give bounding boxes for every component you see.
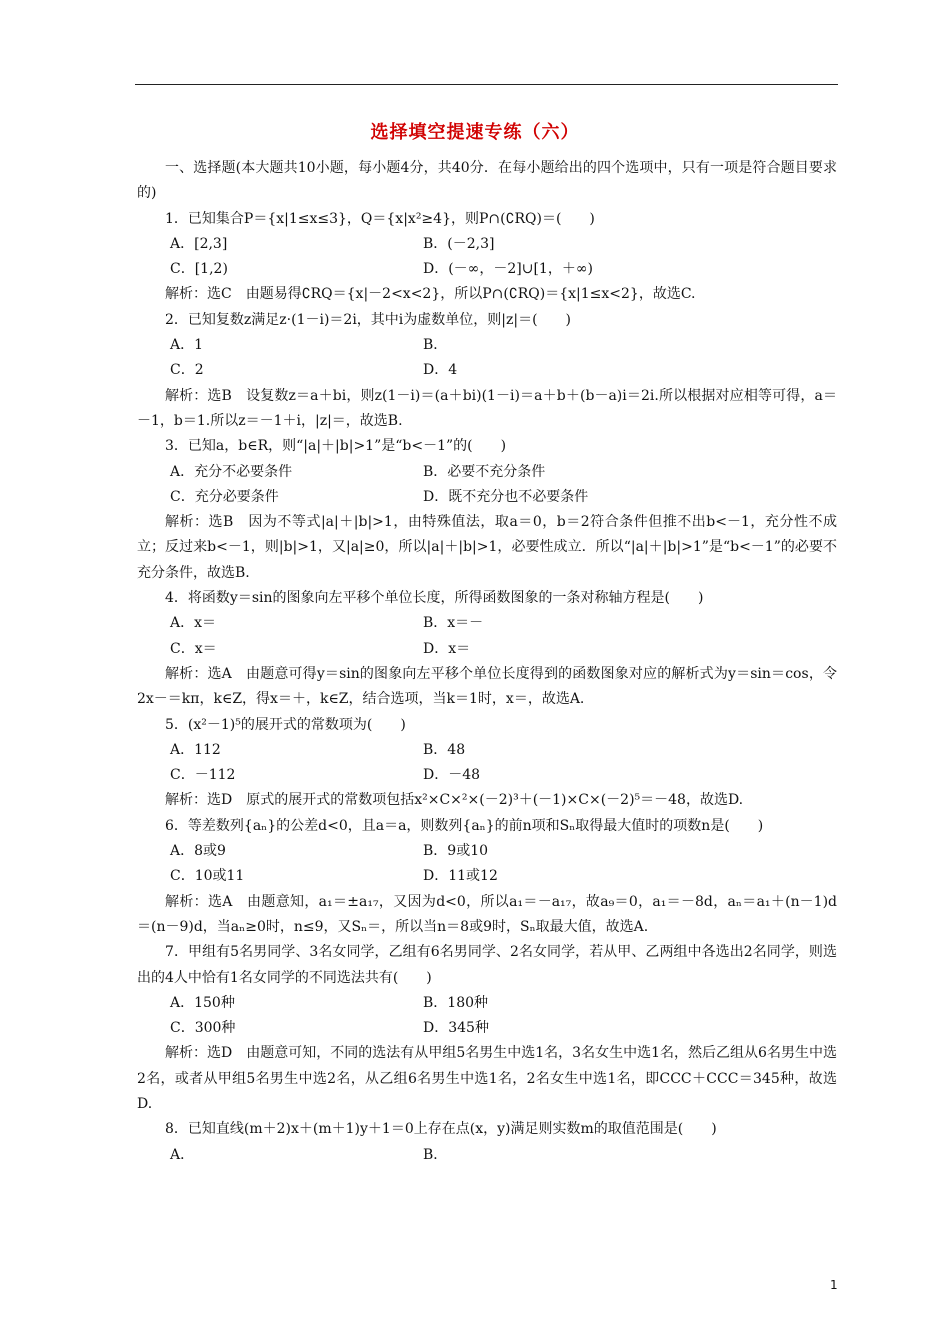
header-rule: [135, 84, 838, 85]
section-intro: 一、选择题(本大题共10小题，每小题4分，共40分．在每小题给出的四个选项中，只有一项是符合题目要求的): [137, 160, 837, 202]
question-stem: 2．已知复数z满足z·(1－i)＝2i，其中i为虚数单位，则|z|＝( ): [165, 311, 572, 328]
question-4: [137, 586, 837, 712]
option-c: C．10或11: [170, 868, 245, 885]
page-title: 选择填空提速专练（六）: [370, 122, 580, 143]
option-b: B．: [423, 337, 448, 354]
question-stem: 1．已知集合P＝{x|1≤x≤3}，Q＝{x|x²≥4}，则P∩(∁RQ)＝( ): [165, 210, 595, 227]
page-number: 1: [830, 1278, 838, 1292]
question-analysis: 解析：选B 设复数z＝a＋bi，则z(1－i)＝(a＋bi)(1－i)＝a＋b＋(b－a)i＝2i.所以根据对应相等可得，a＝－1，b＝1.所以z＝－1＋i，|z|＝，故选B.: [137, 387, 837, 429]
question-analysis: 解析：选A 由题意可得y＝sin的图象向左平移个单位长度得到的函数图象对应的解析式为y＝sin＝cos，令2x－＝kπ，k∈Z，得x＝＋，k∈Z，结合选项，当k＝1时，x＝，故选A.: [137, 665, 837, 708]
option-d: D．11或12: [423, 868, 498, 885]
option-a: A．充分不必要条件: [170, 463, 293, 480]
question-stem: 5．(x²－1)⁵的展开式的常数项为( ): [165, 716, 406, 733]
option-b: B．必要不充分条件: [423, 463, 546, 480]
question-analysis: 解析：选A 由题意知，a₁＝±a₁₇，又因为d<0，所以a₁＝－a₁₇，故a₉＝0，a₁＝－8d，aₙ＝a₁＋(n－1)d＝(n－9)d，当aₙ≥0时，n≤9，又Sₙ＝，所以当n＝8或9时，Sₙ取最大值，故选A.: [137, 893, 837, 935]
question-analysis: 解析：选B 因为不等式|a|＋|b|>1，由特殊值法，取a＝0，b＝2符合条件但推不出b<－1，充分性不成立；反过来b<－1，则|b|>1，又|a|≥0，所以|a|＋|b|>1，必要性成立．所以“|a|＋|b|>1”是“b<－1”的必要不充分条件，故选B.: [137, 514, 837, 581]
option-a: A．150种: [170, 994, 235, 1011]
question-8: [137, 1117, 837, 1168]
question-stem: 3．已知a，b∈R，则“|a|＋|b|>1”是“b<－1”的( ): [165, 438, 507, 455]
option-b: B．180种: [423, 994, 489, 1011]
option-b: B．9或10: [423, 843, 489, 860]
option-c: C．充分必要条件: [170, 488, 279, 505]
option-b: B．x＝－: [423, 615, 484, 632]
option-a: A．1: [170, 337, 204, 354]
option-a: A．112: [170, 741, 221, 758]
option-c: C．x＝: [170, 640, 217, 657]
option-d: D．(－∞，－2]∪[1，＋∞): [423, 261, 593, 278]
option-c: C．2: [170, 362, 204, 379]
question-analysis: 解析：选D 原式的展开式的常数项包括x²×C×²×(－2)³＋(－1)×C×(－2)⁵＝－48，故选D.: [165, 792, 744, 809]
option-b: B．: [423, 1146, 448, 1163]
question-5: [137, 713, 837, 814]
option-b: B．(－2,3]: [423, 235, 495, 252]
question-analysis: 解析：选C 由题易得∁RQ＝{x|－2<x<2}，所以P∩(∁RQ)＝{x|1≤x<2}，故选C.: [165, 286, 696, 303]
question-2: [137, 308, 837, 434]
question-3: [137, 434, 837, 586]
option-d: D．x＝: [423, 640, 471, 657]
option-a: A．[2,3]: [170, 235, 228, 252]
option-d: D．345种: [423, 1020, 489, 1037]
option-b: B．48: [423, 741, 466, 758]
option-a: A．8或9: [170, 843, 226, 860]
option-a: A．: [170, 1146, 195, 1163]
question-stem: 7．甲组有5名男同学、3名女同学，乙组有6名男同学、2名女同学，若从甲、乙两组中各选出2名同学，则选出的4人中恰有1名女同学的不同选法共有( ): [137, 944, 837, 986]
question-1: [137, 207, 837, 308]
option-c: C．300种: [170, 1020, 236, 1037]
question-stem: 8．已知直线(m＋2)x＋(m＋1)y＋1＝0上存在点(x，y)满足则实数m的取值范围是( ): [165, 1121, 717, 1138]
question-analysis: 解析：选D 由题意可知，不同的选法有从甲组5名男生中选1名，3名女生中选1名，然后乙组从6名男生中选2名，或者从甲组5名男生中选2名，从乙组6名男生中选1名，2名女生中选1名，即CCC＋CCC＝345种，故选D.: [137, 1045, 837, 1112]
question-stem: 6．等差数列{aₙ}的公差d<0，且a＝a，则数列{aₙ}的前n项和Sₙ取得最大值时的项数n是( ): [165, 817, 764, 834]
option-d: D．4: [423, 362, 458, 379]
document-body: [137, 156, 837, 1168]
option-a: A．x＝: [170, 615, 217, 632]
option-d: D．－48: [423, 767, 481, 784]
option-d: D．既不充分也不必要条件: [423, 488, 589, 505]
option-c: C．－112: [170, 767, 236, 784]
question-stem: 4．将函数y＝sin的图象向左平移个单位长度，所得函数图象的一条对称轴方程是( ): [165, 590, 704, 607]
question-6: [137, 814, 837, 940]
question-7: [137, 940, 837, 1117]
option-c: C．[1,2): [170, 261, 228, 278]
